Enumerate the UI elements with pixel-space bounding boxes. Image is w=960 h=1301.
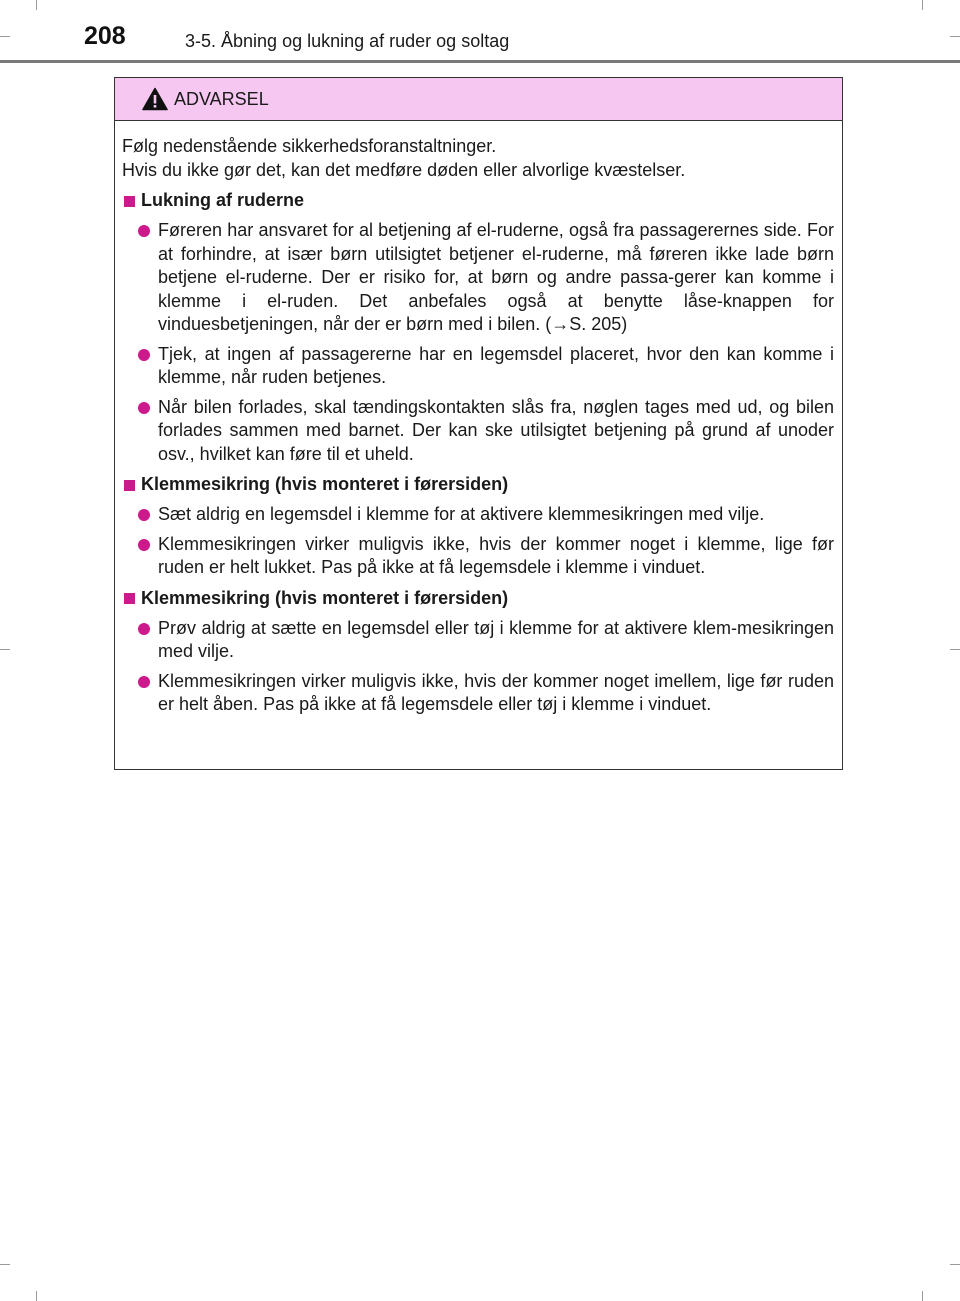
bullet-text: Sæt aldrig en legemsdel i klemme for at aktivere klemmesikringen med vilje. [158,504,765,524]
warning-box [114,77,843,770]
section-heading-text: Klemmesikring (hvis monteret i førersiden) [141,474,509,495]
intro-line: Følg nedenstående sikkerhedsforanstaltninger. [122,136,497,156]
page-number: 208 [84,22,126,50]
crop-mark [950,649,960,650]
section-heading [122,473,834,497]
circle-bullet-icon [138,676,150,688]
circle-bullet-icon [138,509,150,521]
crop-mark [0,649,10,650]
bullet-item [122,503,834,527]
warning-section-window-closing [122,189,834,466]
square-bullet-icon [124,196,135,207]
bullet-item [122,396,834,467]
circle-bullet-icon [138,623,150,635]
bullet-item [122,219,834,337]
square-bullet-icon [124,480,135,491]
header-divider [0,60,960,63]
warning-header [115,78,842,121]
bullet-text: Klemmesikringen virker muligvis ikke, hvis der kommer noget i klemme, lige før ruden er helt lukket. Pas på ikke at få legemsdele i klemme i vinduet. [158,533,834,577]
crop-mark [922,1291,923,1301]
crop-mark [36,1291,37,1301]
section-heading-text: Lukning af ruderne [141,190,305,211]
crop-mark [950,1264,960,1265]
warning-section-jam-protection-opening [122,587,834,717]
section-heading [122,587,834,611]
circle-bullet-icon [138,539,150,551]
warning-section-jam-protection-closing [122,473,834,580]
page-header [0,0,960,64]
square-bullet-icon [124,593,135,604]
bullet-text: Når bilen forlades, skal tændingskontakten slås fra, nøglen tages med ud, og bilen forlades sammen med barnet. Der kan ske utilsigtet betjening på grund af unoder osv., hvilket kan føre til et uheld. [158,396,834,464]
section-heading [122,189,834,213]
section-heading-text: Klemmesikring (hvis monteret i førersiden) [141,587,509,608]
bullet-text: Klemmesikringen virker muligvis ikke, hvis der kommer noget imellem, lige før ruden er helt åben. Pas på ikke at få legemsdele eller tøj i klemme i vinduet. [158,670,834,714]
circle-bullet-icon [138,402,150,414]
bullet-item [122,617,834,664]
bullet-text: Tjek, at ingen af passagererne har en legemsdel placeret, hvor den kan komme i klemme, når ruden betjenes. [158,343,834,387]
warning-triangle-icon [142,87,168,111]
bullet-item [122,343,834,390]
section-title: 3-5. Åbning og lukning af ruder og soltag [185,31,510,51]
circle-bullet-icon [138,225,150,237]
bullet-text: Prøv aldrig at sætte en legemsdel eller tøj i klemme for at aktivere klem-mesikringen med vilje. [158,617,834,661]
warning-intro [122,135,834,182]
bullet-item [122,533,834,580]
crop-mark [0,1264,10,1265]
warning-body [115,121,842,717]
bullet-item [122,670,834,717]
intro-line: Hvis du ikke gør det, kan det medføre døden eller alvorlige kvæstelser. [122,159,686,180]
warning-title: ADVARSEL [174,89,269,109]
bullet-text: Føreren har ansvaret for al betjening af el-ruderne, også fra passagerernes side. For at forhindre, at især børn utilsigtet betjener el-ruderne, må føreren ikke lade børn betjene el-ruderne. Der er risiko for, at børn og andre passa-gerer kan komme i klemme i el-ruden. Det anbefales også at benytte låse-knappen for vinduesbetjeningen, når der er børn med i bilen. (→S. 205) [158,220,834,334]
circle-bullet-icon [138,349,150,361]
